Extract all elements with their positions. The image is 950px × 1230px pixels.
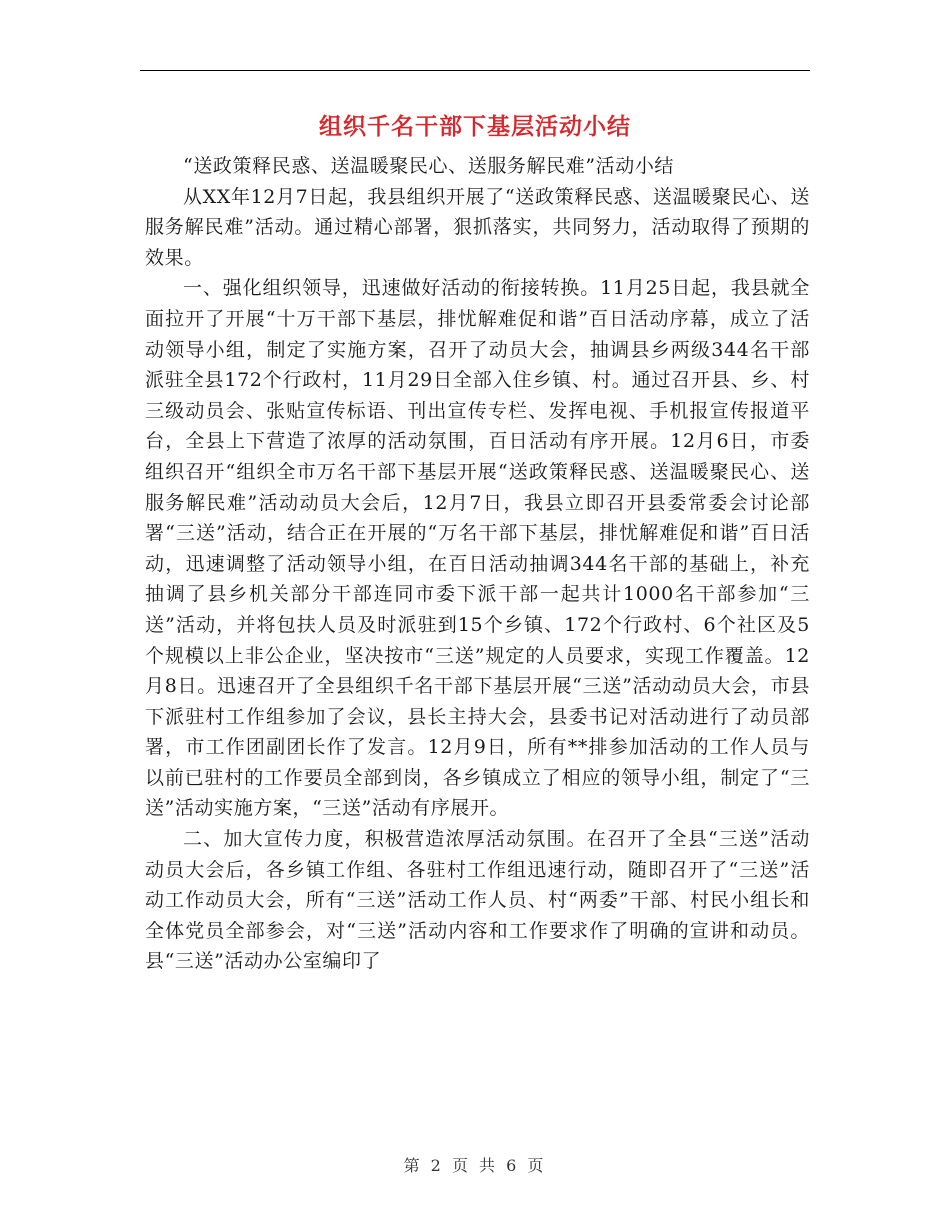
- document-title: 组织千名干部下基层活动小结: [319, 113, 631, 140]
- header-rule: [140, 70, 810, 71]
- page-number: 第 2 页 共 6 页: [403, 1156, 547, 1175]
- section-one-paragraph: 一、强化组织领导，迅速做好活动的衔接转换。11月25日起，我县就全面拉开了开展“十万干部下基层，排忧解难促和谐”百日活动序幕，成立了活动领导小组，制定了实施方案，召开了动员大会，抽调县乡两级344名干部派驻全县172个行政村，11月29日全部入住乡镇、村。通过召开县、乡、村三级动员会、张贴宣传标语、刊出宣传专栏、发挥电视、手机报宣传报道平台，全县上下营造了浓厚的活动氛围，百日活动有序开展。12月6日，市委组织召开“组织全市万名干部下基层开展“送政策释民惑、送温暖聚民心、送服务解民难”活动动员大会后，12月7日，我县立即召开县委常委会讨论部署“三送”活动，结合正在开展的“万名干部下基层，排忧解难促和谐”百日活动，迅速调整了活动领导小组，在百日活动抽调344名干部的基础上，补充抽调了县乡机关部分干部连同市委下派干部一起共计1000名干部参加“三送”活动，并将包扶人员及时派驻到15个乡镇、172个行政村、6个社区及5个规模以上非公企业，坚决按市“三送”规定的人员要求，实现工作覆盖。12月8日。迅速召开了全县组织千名干部下基层开展“三送”活动动员大会，市县下派驻村工作组参加了会议，县长主持大会，县委书记对活动进行了动员部署，市工作团副团长作了发言。12月9日，所有**排参加活动的工作人员与以前已驻村的工作要员全部到岗，各乡镇成立了相应的领导小组，制定了“三送”活动实施方案，“三送”活动有序展开。: [145, 277, 810, 820]
- subtitle-paragraph: “送政策释民惑、送温暖聚民心、送服务解民难”活动小结: [183, 155, 675, 177]
- section-two-paragraph: 二、加大宣传力度，积极营造浓厚活动氛围。在召开了全县“三送”活动动员大会后，各乡镇工作组、各驻村工作组迅速行动，随即召开了“三送”活动工作动员大会，所有“三送”活动工作人员、村“两委”干部、村民小组长和全体党员全部参会，对“三送”活动内容和工作要求作了明确的宣讲和动员。县“三送”活动办公室编印了: [145, 828, 810, 973]
- document-body: [145, 151, 810, 977]
- intro-paragraph: 从XX年12月7日起，我县组织开展了“送政策释民惑、送温暖聚民心、送服务解民难”活动。通过精心部署，狠抓落实，共同努力，活动取得了预期的效果。: [145, 185, 810, 269]
